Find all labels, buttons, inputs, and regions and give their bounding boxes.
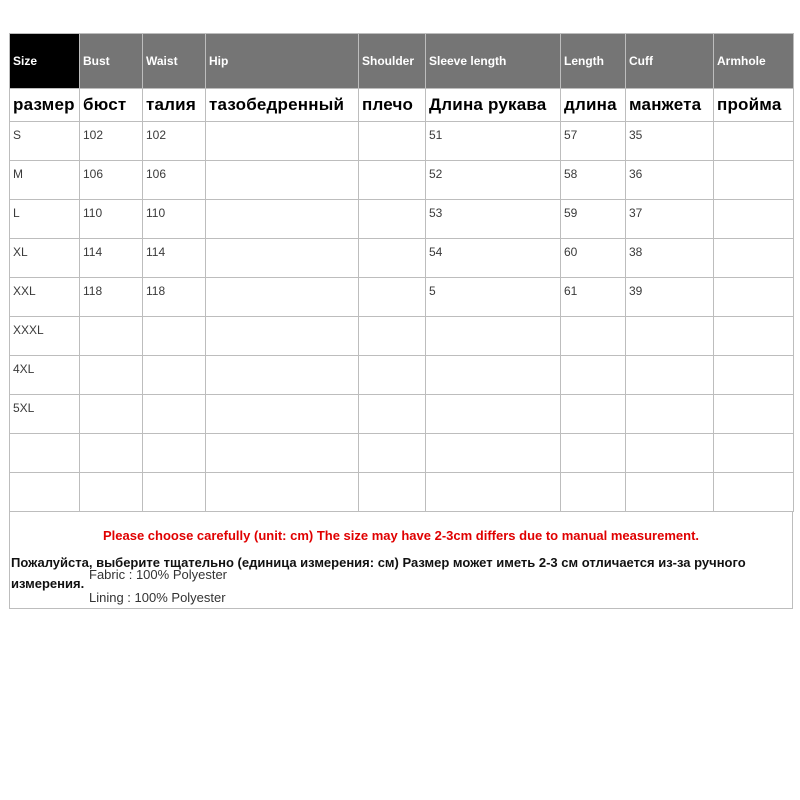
table-row-cell (426, 434, 561, 473)
table-row-cell: 4XL (10, 356, 80, 395)
size-chart (9, 33, 793, 609)
table-row-cell (714, 473, 794, 512)
header-row-ru-cell: пройма (714, 89, 794, 122)
table-row-cell (143, 356, 206, 395)
table-row-cell (80, 395, 143, 434)
table-row-cell: 106 (80, 161, 143, 200)
table-row-cell (206, 278, 359, 317)
table-row-cell (561, 395, 626, 434)
table-row-cell: XXXL (10, 317, 80, 356)
table-row-cell (143, 395, 206, 434)
header-row-ru-cell: размер (10, 89, 80, 122)
table-row-cell (359, 356, 426, 395)
table-row-cell (714, 434, 794, 473)
table-row-cell: 57 (561, 122, 626, 161)
table-row-cell (359, 122, 426, 161)
table-row-cell (626, 317, 714, 356)
table-row (10, 278, 794, 317)
header-row-en-cell: Bust (80, 34, 143, 89)
table-row-cell (206, 473, 359, 512)
table-row-cell: 114 (143, 239, 206, 278)
table-row-cell (206, 317, 359, 356)
table-row-cell (714, 122, 794, 161)
table-row-cell (206, 122, 359, 161)
table-row-cell (143, 473, 206, 512)
header-row-ru (10, 89, 794, 122)
table-row-cell: 60 (561, 239, 626, 278)
table-row-cell (206, 395, 359, 434)
table-row-cell (143, 317, 206, 356)
table-row-cell (714, 278, 794, 317)
table-row-cell: 58 (561, 161, 626, 200)
table-row (10, 395, 794, 434)
table-row-cell: 51 (426, 122, 561, 161)
table-row-cell: 53 (426, 200, 561, 239)
table-row-cell: 118 (143, 278, 206, 317)
table-row-cell (561, 434, 626, 473)
table-row-cell (714, 239, 794, 278)
table-row-cell: 35 (626, 122, 714, 161)
table-row-cell: 36 (626, 161, 714, 200)
table-row-cell: 110 (80, 200, 143, 239)
header-row-en-cell: Size (10, 34, 80, 89)
header-row-en-cell: Waist (143, 34, 206, 89)
table-row-cell: XXL (10, 278, 80, 317)
table-row-cell (10, 434, 80, 473)
table-row-cell (561, 317, 626, 356)
header-row-en-cell: Hip (206, 34, 359, 89)
header-row-ru-cell: талия (143, 89, 206, 122)
header-row-en (10, 34, 794, 89)
table-row-cell: 5 (426, 278, 561, 317)
table-row-cell (626, 356, 714, 395)
table-row-cell: 52 (426, 161, 561, 200)
table-row-cell: 118 (80, 278, 143, 317)
fabric-info: Fabric : 100% Polyester (89, 567, 228, 582)
table-row-cell (359, 200, 426, 239)
table-row-cell (714, 161, 794, 200)
header-row-ru-cell: тазобедренный (206, 89, 359, 122)
table-row-cell (359, 278, 426, 317)
table-row-cell (80, 473, 143, 512)
table-row-cell (714, 200, 794, 239)
header-row-en-cell: Length (561, 34, 626, 89)
table-row-cell (359, 161, 426, 200)
table-row-cell (426, 356, 561, 395)
table-row-cell: M (10, 161, 80, 200)
table-row-cell (359, 395, 426, 434)
table-row-cell (10, 473, 80, 512)
table-row-cell (206, 239, 359, 278)
table-row-cell (561, 473, 626, 512)
header-row-en-cell: Sleeve length (426, 34, 561, 89)
table-row-cell (359, 317, 426, 356)
header-row-ru-cell: плечо (359, 89, 426, 122)
header-row-ru-cell: Длина рукава (426, 89, 561, 122)
table-row-cell: 102 (80, 122, 143, 161)
table-row-cell (626, 473, 714, 512)
table-row-cell (80, 356, 143, 395)
table-row-cell (714, 395, 794, 434)
table-row-cell: 54 (426, 239, 561, 278)
table-row-cell (206, 161, 359, 200)
table-row-cell (359, 239, 426, 278)
table-row-cell (626, 434, 714, 473)
table-row (10, 356, 794, 395)
table-row-cell: 114 (80, 239, 143, 278)
table-row (10, 200, 794, 239)
notice-russian: Пожалуйста, выберите тщательно (единица измерения: см) Размер может иметь 2-3 см отличается из-за ручного измерения. (11, 555, 746, 591)
table-row-cell: 38 (626, 239, 714, 278)
table-row-cell (80, 434, 143, 473)
table-row-cell (426, 317, 561, 356)
table-row-cell (206, 356, 359, 395)
table-row-cell: 110 (143, 200, 206, 239)
table-row-cell: S (10, 122, 80, 161)
table-row-cell (143, 434, 206, 473)
header-row-en-cell: Armhole (714, 34, 794, 89)
table-row-cell: XL (10, 239, 80, 278)
table-row-cell: 61 (561, 278, 626, 317)
table-row-cell: 102 (143, 122, 206, 161)
table-row-cell: 59 (561, 200, 626, 239)
header-row-ru-cell: манжета (626, 89, 714, 122)
table-row-cell: 106 (143, 161, 206, 200)
table-row-cell (359, 434, 426, 473)
table-row-cell (626, 395, 714, 434)
table-row (10, 161, 794, 200)
table-row-cell: 37 (626, 200, 714, 239)
table-row (10, 434, 794, 473)
table-row-cell (714, 317, 794, 356)
table-row-cell: L (10, 200, 80, 239)
table-row (10, 122, 794, 161)
header-row-ru-cell: длина (561, 89, 626, 122)
table-row-cell (426, 473, 561, 512)
table-row-cell: 5XL (10, 395, 80, 434)
header-row-en-cell: Cuff (626, 34, 714, 89)
header-row-ru-cell: бюст (80, 89, 143, 122)
table-row (10, 317, 794, 356)
notice-english: Please choose carefully (unit: cm) The size may have 2-3cm differs due to manual measurement. (102, 528, 700, 543)
table-row-cell (206, 434, 359, 473)
table-row-cell (80, 317, 143, 356)
header-row-en-cell: Shoulder (359, 34, 426, 89)
table-row-cell (426, 395, 561, 434)
size-table (9, 33, 794, 512)
table-row-cell (561, 356, 626, 395)
table-row (10, 473, 794, 512)
table-row-cell (206, 200, 359, 239)
table-row-cell (359, 473, 426, 512)
table-row-cell (714, 356, 794, 395)
table-row-cell: 39 (626, 278, 714, 317)
table-row (10, 239, 794, 278)
lining-info: Lining : 100% Polyester (89, 590, 226, 605)
